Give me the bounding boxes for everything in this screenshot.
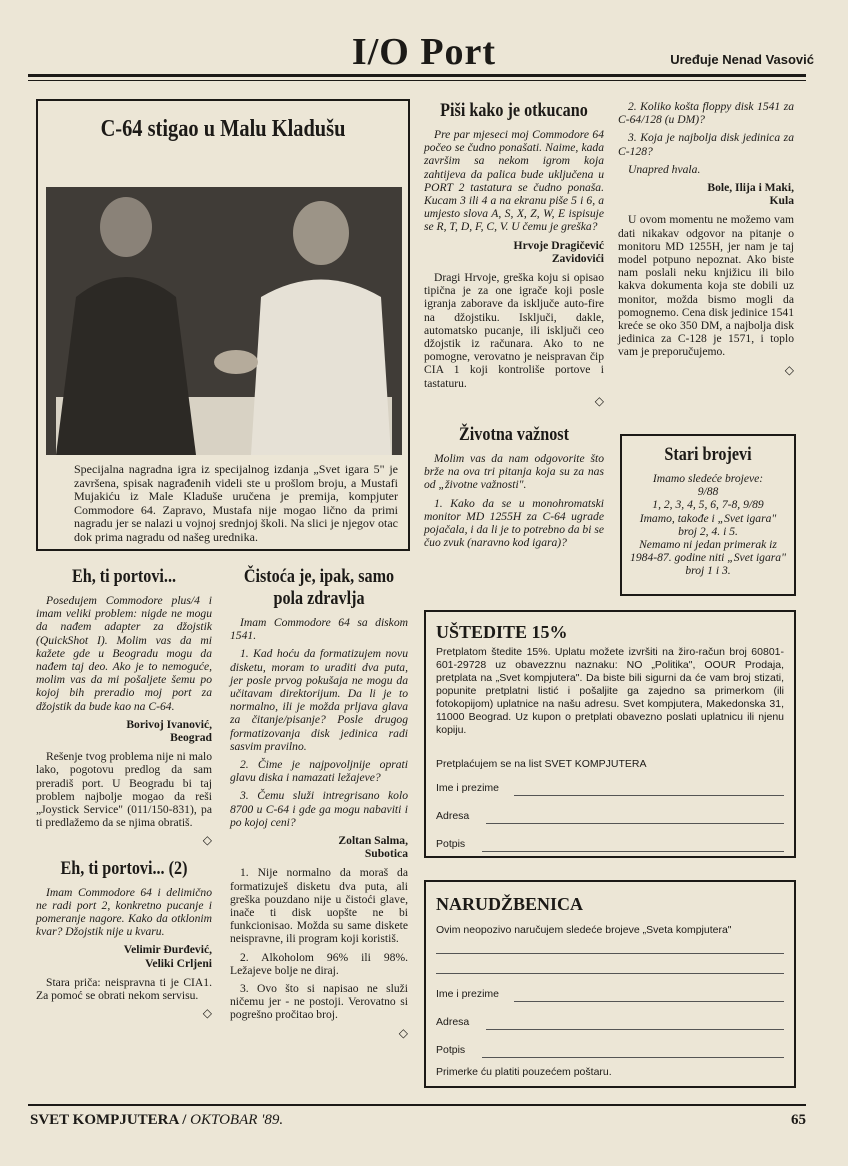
back-issues-line: Imamo sledeće brojeve: bbox=[652, 472, 764, 485]
order-address-label: Adresa bbox=[436, 1016, 470, 1028]
letter3-a1: 1. Nije normalno da moraš da formatizuješ disketu dva puta, ali greška pouzdano nije u čistoći glave, inače ti disk uopšte ne bi funkcionisao. Možda su same diskete neispravne, ili program koji koristiš. bbox=[230, 866, 408, 946]
section-title: I/O Port bbox=[351, 31, 497, 73]
order-signature-label: Potpis bbox=[436, 1044, 466, 1056]
page-number: 65 bbox=[791, 1112, 806, 1128]
letter5-answer: U ovom momentu ne možemo vam dati nikakav odgovor na pitanje o monitoru MD 1255H, jer nam je taj model potpuno nepoznat. Ako biste nam poslali neku knjižicu ili bilo kakva dokumenta koja ste dobili uz monitor, možda bismo mogli da pomognemo. Cena disk jedinice 1541 kreće se oko 350 DM, a najbolja disk jedinica za C-128 je 1571, i toplo vam je preporučujemo. bbox=[618, 213, 794, 359]
letter3-q1: 1. Kad hoću da formatizujem novu disketu, moram to uraditi dva puta, jer posle prvog pokušaja ne mogu da učitavam direktorijum. Da li je to normalno, ili je možda prljava glava za čitanje/pisanje? Posle drugog formatizovanja disk jedinica radi sasvim pravilno. bbox=[230, 647, 408, 753]
order-name-label: Ime i prezime bbox=[436, 988, 500, 1000]
column-middle-lower bbox=[230, 566, 408, 1040]
subscription-name-field[interactable] bbox=[514, 794, 784, 796]
subscription-address-label: Adresa bbox=[436, 810, 470, 822]
feature-caption: Specijalna nagradna igra iz specijalnog izdanja „Svet igara 5" je završena, spisak nagrađenih videli ste u prošlom broju, a Mustafi Mujakiću iz Male Kladuše uručena je premija, kompjuter Commodore 64. Zapravo, Mustafa nije mogao lično da primi nagradu jer se nalazi u vojnoj srednjoj školi. Na slici je njegov otac dok prima nagradu od našeg urednika. bbox=[74, 462, 398, 544]
letter4-signature: Hrvoje Dragičević Zavidovići bbox=[513, 238, 604, 265]
letter2-answer: Stara priča: neispravna ti je CIA1. Za pomoć se obrati nekom servisu. bbox=[36, 975, 212, 1003]
letter5-title: Životna važnost bbox=[459, 424, 569, 446]
feature-title: C-64 stigao u Malu Kladušu bbox=[100, 116, 346, 142]
letter3-q2: 2. Čime je najpovoljnije oprati glavu diska i namazati ležajeve? bbox=[230, 758, 408, 785]
order-text: Ovim neopozivo naručujem sledeće brojeve „Sveta kompjutera" bbox=[436, 924, 732, 936]
back-issues-line: Imamo, takođe i „Svet igara" broj 2, 4. i 5. bbox=[639, 511, 777, 538]
footer-rule bbox=[28, 1104, 806, 1106]
letter3-a3: 3. Ovo što si napisao ne služi ničemu jer - ne postoji. Verovatno si pogrešno pročitao broj. bbox=[230, 982, 408, 1022]
column-middle-upper bbox=[424, 100, 604, 554]
feature-photo bbox=[46, 187, 402, 455]
letter5-q3: 3. Koja je najbolja disk jedinica za C-128? bbox=[618, 131, 794, 158]
letter3-a2: 2. Alkoholom 96% ili 98%. Ležajeve bolje ne diraj. bbox=[230, 950, 408, 977]
subscription-text: Pretplatom štedite 15%. Uplatu možete izvršiti na žiro-račun broj 60801-601-29728 uz obavezznu naznaku: NO „Politika", OOUR Prodaja, pretplata na „Svet kompjutera". Da biste bili sigurni da će vam broj stizati, popunite pretplatni listić i pošaljite ga zajedno sa primerkom (ili fotokopijom) uplatnice na našu adresu. Svet kompjutera, Makedonska 31, 11000 Beograd. Uz kupon o pretplati obavezno poslati uplatnicu ili njenu kopiju. bbox=[436, 646, 784, 736]
end-mark-icon: ◇ bbox=[398, 1025, 408, 1040]
subscription-name-label: Ime i prezime bbox=[436, 782, 500, 794]
editor-credit: Uređuje Nenad Vasović bbox=[670, 52, 814, 67]
order-issues-line-1[interactable] bbox=[436, 952, 784, 954]
end-mark-icon: ◇ bbox=[594, 393, 604, 408]
back-issues-line: Nemamo ni jedan primerak iz 1984-87. godine niti „Svet igara" broj 1 i 3. bbox=[630, 538, 786, 578]
letter5-q1: 1. Kako da se u monohromatski monitor MD 1255H za C-64 ugrade pojačala, i da li je to potrebno da bi se čuo zvuk (naravno kod igara)? bbox=[424, 496, 604, 550]
subscription-box bbox=[424, 610, 796, 858]
letter4-title: Piši kako je otkucano bbox=[440, 100, 588, 121]
order-note: Primerke ću platiti pouzećem poštaru. bbox=[436, 1066, 612, 1078]
order-signature-field[interactable] bbox=[482, 1056, 784, 1058]
letter5-thanks: Unapred hvala. bbox=[628, 162, 701, 176]
order-title: NARUDŽBENICA bbox=[436, 894, 584, 914]
feature-box bbox=[36, 99, 410, 551]
header-rule-thick bbox=[28, 74, 806, 77]
letter4-question: Pre par mjeseci moj Commodore 64 počeo se čudno ponašati. Naime, kada završim sa nekom igrom koja zahtijeva da palica bude uključena u PORT 2 tastatura se čudno ponaša. Kucam 3 ili 4 a na ekranu piše 5 i 6, a umjesto slova A, S, X, Z, W, E ispisuje se R, T, D, F, C, V. U čemu je greška? bbox=[424, 128, 604, 234]
letter2-question: Imam Commodore 64 i delimično ne radi port 2, konkretno pucanje i pomeranje nagore. Kako da otklonim kvar? Džojstik nije u kvaru. bbox=[36, 885, 212, 939]
end-mark-icon: ◇ bbox=[202, 833, 212, 848]
order-name-field[interactable] bbox=[514, 1000, 784, 1002]
letter2-signature: Velimir Đurđević, Veliki Crljeni bbox=[123, 943, 212, 970]
subscription-form-intro: Pretplaćujem se na list SVET KOMPJUTERA bbox=[436, 758, 647, 770]
letter1-answer: Rešenje tvog problema nije ni malo lako, pogotovu predlog da sam preradiš port. U Beogradu bi taj problem najbolje mogao da reši „Joystick Service" (011/150-831), pa ti predlažemo da se njima obratiš. bbox=[36, 750, 212, 830]
back-issues-line: 9/88 bbox=[697, 485, 719, 499]
footer-magazine: SVET KOMPJUTERA / OKTOBAR '89. bbox=[30, 1112, 284, 1128]
subscription-signature-label: Potpis bbox=[436, 838, 466, 850]
letter5-intro: Molim vas da nam odgovorite što brže na ova tri pitanja koja su za nas od „životne važnosti". bbox=[424, 452, 604, 492]
letter5-q2: 2. Koliko košta floppy disk 1541 za C-64/128 (u DM)? bbox=[618, 100, 794, 127]
letter2-title: Eh, ti portovi... (2) bbox=[60, 857, 188, 879]
letter3-intro: Imam Commodore 64 sa diskom 1541. bbox=[230, 616, 408, 643]
back-issues-box bbox=[620, 434, 796, 596]
letter1-signature: Borivoj Ivanović, Beograd bbox=[126, 717, 212, 745]
letter1-title: Eh, ti portovi... bbox=[71, 566, 177, 587]
column-left bbox=[36, 566, 212, 1020]
letter3-signature: Zoltan Salma, Subotica bbox=[338, 834, 408, 861]
letter3-q3: 3. Čemu služi intregrisano kolo 8700 u C-64 i gde ga mogu nabaviti i po kojoj ceni? bbox=[230, 789, 408, 829]
end-mark-icon: ◇ bbox=[202, 1006, 212, 1021]
column-right-upper bbox=[618, 100, 794, 377]
letter1-question: Posedujem Commodore plus/4 i imam veliki problem: nigde ne mogu da nađem adapter za džojstik (QuickShot I). Molim vas da mi kažete gde u Beogradu mogu da nađem taj deo. Ako je to nemoguće, molim vas da mi pošaljete šemu po kojoj bih preradio moj port za džojstik da bude kao na C-64. bbox=[36, 594, 212, 713]
back-issues-line: 1, 2, 3, 4, 5, 6, 7-8, 9/89 bbox=[652, 498, 764, 512]
letter3-title: Čistoća je, ipak, samo pola zdravlja bbox=[243, 566, 395, 609]
order-address-field[interactable] bbox=[486, 1028, 784, 1030]
header-rule-thin bbox=[28, 80, 806, 81]
subscription-title: UŠTEDITE 15% bbox=[436, 622, 568, 642]
subscription-address-field[interactable] bbox=[486, 822, 784, 824]
letter5-signature: Bole, Ilija i Maki, Kula bbox=[707, 181, 794, 208]
subscription-signature-field[interactable] bbox=[482, 850, 784, 852]
order-issues-line-2[interactable] bbox=[436, 972, 784, 974]
order-form-box bbox=[424, 880, 796, 1088]
letter4-answer: Dragi Hrvoje, greška koju si opisao tipična je za one igrače koji posle igranja zaborave da isključe auto-fire na džojstiku. Isključi, dakle, automatsko pucanje, ili isključi ceo džojstik iz računara. Ako to ne pomogne, verovatno je neispravan čip CIA 1 koji kontroliše portove i tastaturu. bbox=[424, 271, 604, 390]
end-mark-icon: ◇ bbox=[784, 362, 794, 377]
back-issues-title: Stari brojevi bbox=[664, 444, 752, 465]
photo-handshake-image bbox=[46, 187, 402, 455]
